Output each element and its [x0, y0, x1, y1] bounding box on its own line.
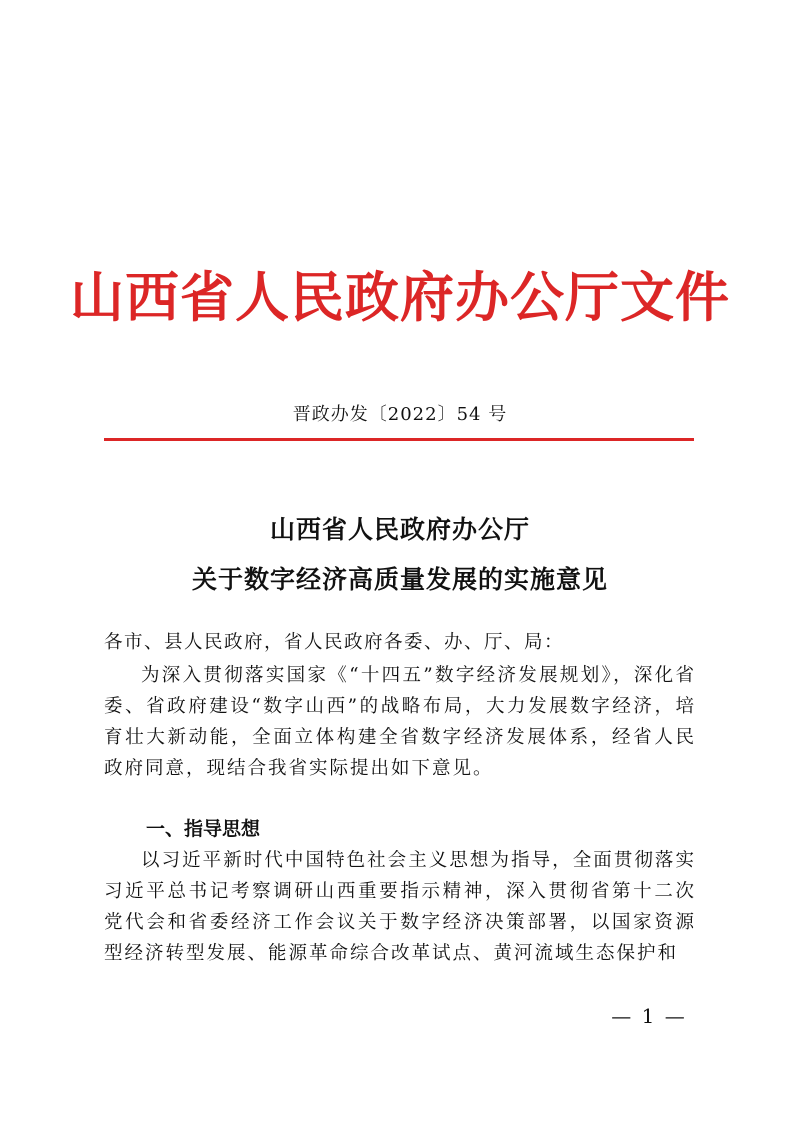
document-number: 晋政办发〔2022〕54 号 [292, 404, 508, 425]
intro-paragraph: 为深入贯彻落实国家《“十四五”数字经济发展规划》，深化省委、省政府建设“数字山西”的战略布局，大力发展数字经济，培育壮大新动能，全面立体构建全省数字经济发展体系，经省人民政府同意，现结合我省实际提出如下意见。 [104, 665, 696, 779]
document-title-line-1: 山西省人民政府办公厅 [269, 515, 530, 544]
document-title-line-2: 关于数字经济高质量发展的实施意见 [191, 565, 608, 594]
section-1-paragraph: 以习近平新时代中国特色社会主义思想为指导，全面贯彻落实习近平总书记考察调研山西重要指示精神，深入贯彻省第十二次党代会和省委经济工作会议关于数字经济决策部署，以国家资源型经济转型发展、能源革命综合改革试点、黄河流域生态保护和 [104, 850, 696, 964]
page-number: — 1 — [611, 1004, 687, 1028]
salutation: 各市、县人民政府，省人民政府各委、办、厅、局： [104, 632, 565, 653]
masthead-title: 山西省人民政府办公厅文件 [70, 265, 730, 329]
section-heading-guiding-ideology: 一、指导思想 [146, 818, 261, 840]
red-divider-line [104, 438, 694, 441]
